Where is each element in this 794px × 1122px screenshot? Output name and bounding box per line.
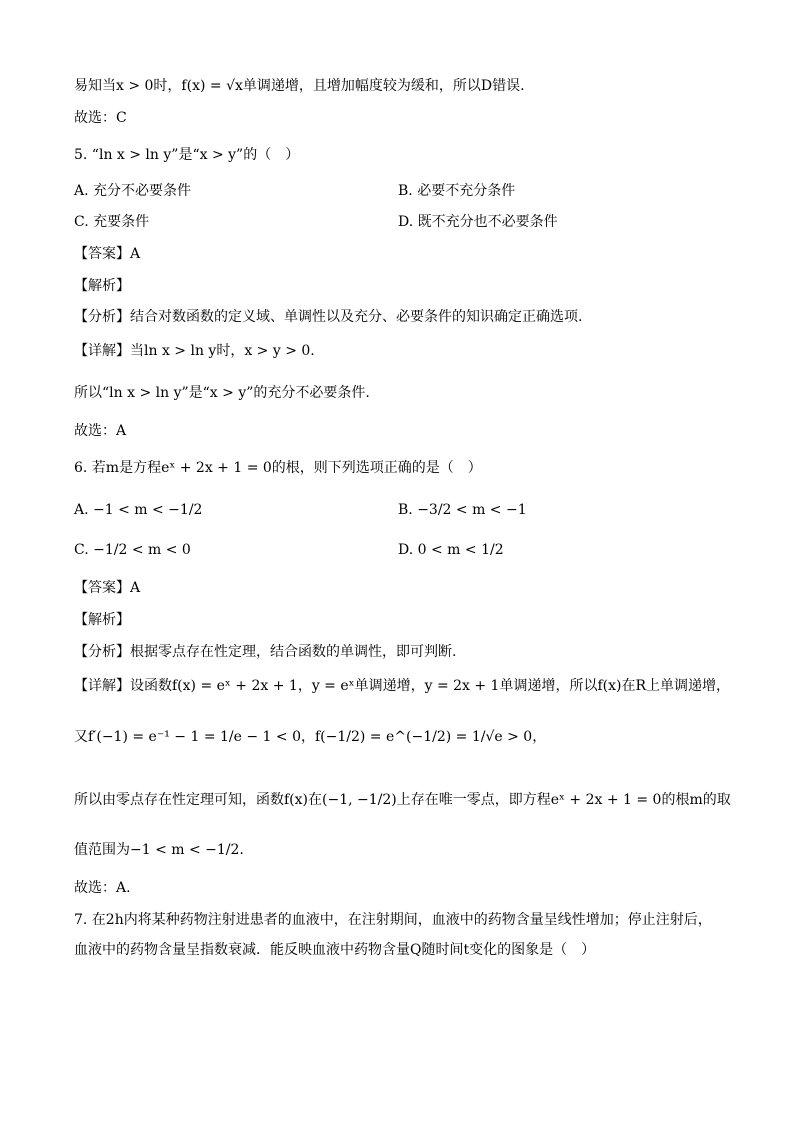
question-6-analysis: 【分析】根据零点存在性定理，结合函数的单调性，即可判断. bbox=[74, 644, 457, 660]
question-5-option-c: C. 充要条件 bbox=[74, 214, 150, 230]
text-line-monotonic-note: 易知当x > 0时，f(x) = √x单调递增，且增加幅度较为缓和，所以D错误. bbox=[74, 78, 525, 94]
question-6-detail-4: 值范围为−1 < m < −1/2. bbox=[74, 842, 244, 858]
question-5-conclusion: 所以“ln x > ln y”是“x > y”的充分不必要条件. bbox=[74, 385, 370, 401]
question-6-answer: 【答案】A bbox=[74, 580, 141, 596]
question-5-stem: 5. “ln x > ln y”是“x > y”的（ ） bbox=[74, 147, 300, 163]
question-5-option-b: B. 必要不充分条件 bbox=[398, 183, 516, 199]
question-5-choose: 故选：A bbox=[74, 423, 127, 439]
question-6-option-c: C. −1/2 < m < 0 bbox=[74, 542, 191, 558]
question-6-detail-3: 所以由零点存在性定理可知，函数f(x)在(−1, −1/2)上存在唯一零点，即方程eˣ + 2x + 1 = 0的根m的取 bbox=[74, 792, 731, 808]
question-6-stem: 6. 若m是方程eˣ + 2x + 1 = 0的根，则下列选项正确的是（ ） bbox=[74, 460, 482, 476]
text-line-choose-c: 故选：C bbox=[74, 110, 127, 126]
question-5-answer: 【答案】A bbox=[74, 246, 141, 262]
question-6-detail-2: 又f′(−1) = e⁻¹ − 1 = 1/e − 1 < 0，f(−1/2) = e^(−1/2) = 1/√e > 0， bbox=[74, 729, 547, 745]
question-7-stem-line-1: 7. 在2h内将某种药物注射进患者的血液中，在注射期间，血液中的药物含量呈线性增加；停止注射后， bbox=[74, 912, 712, 928]
question-5-option-a: A. 充分不必要条件 bbox=[74, 183, 192, 199]
question-7-stem-line-2: 血液中的药物含量呈指数衰减．能反映血液中药物含量Q随时间t变化的图象是（ ） bbox=[74, 942, 596, 958]
question-6-option-a: A. −1 < m < −1/2 bbox=[74, 502, 203, 518]
question-6-option-b: B. −3/2 < m < −1 bbox=[398, 502, 527, 518]
question-6-choose: 故选：A. bbox=[74, 880, 131, 896]
question-6-option-d: D. 0 < m < 1/2 bbox=[398, 542, 504, 558]
question-5-analysis-title: 【解析】 bbox=[74, 278, 130, 294]
question-5-option-d: D. 既不充分也不必要条件 bbox=[398, 214, 558, 230]
question-6-analysis-title: 【解析】 bbox=[74, 612, 130, 628]
question-5-analysis: 【分析】结合对数函数的定义域、单调性以及充分、必要条件的知识确定正确选项. bbox=[74, 309, 583, 325]
question-5-detail: 【详解】当ln x > ln y时，x > y > 0. bbox=[74, 343, 315, 359]
question-6-detail-1: 【详解】设函数f(x) = eˣ + 2x + 1，y = eˣ单调递增，y = 2x + 1单调递增，所以f(x)在R上单调递增， bbox=[74, 678, 731, 694]
